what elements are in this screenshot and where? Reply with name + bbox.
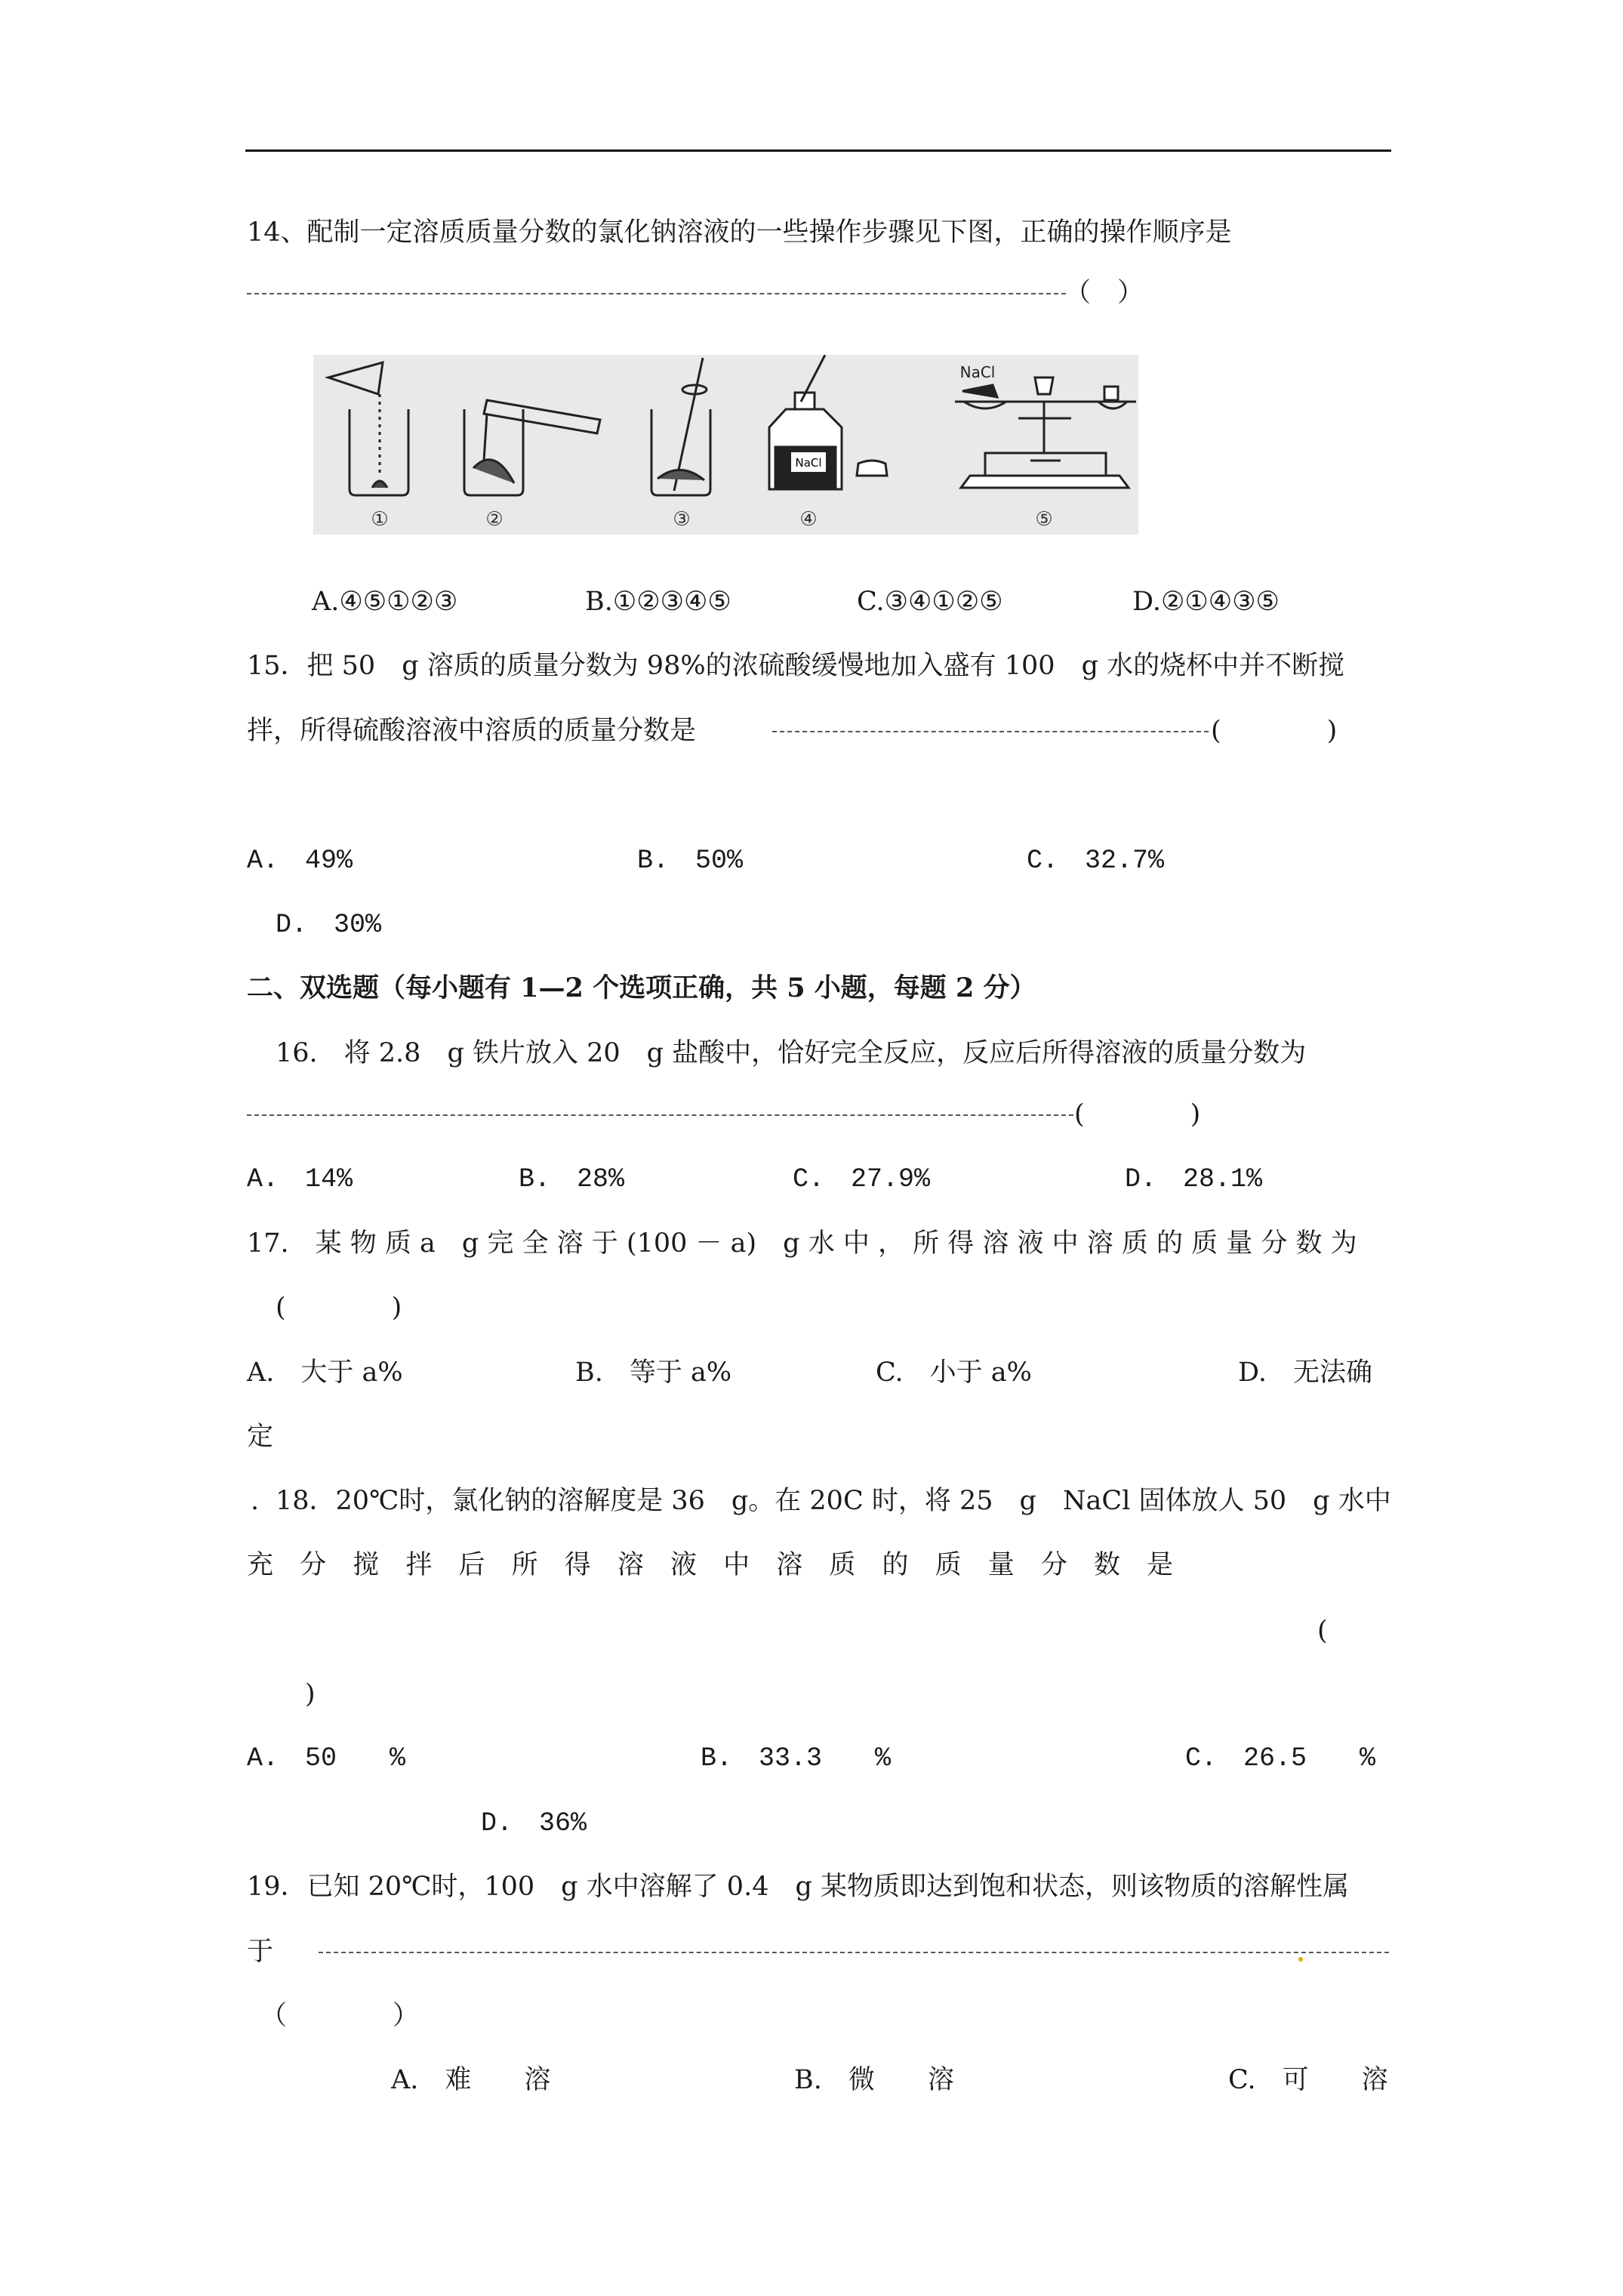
q16-option-b: B. 28% xyxy=(519,1164,625,1194)
q18-option-b: B. 33.3 % xyxy=(701,1743,892,1774)
q14-answer-blank xyxy=(247,293,1066,294)
q15-option-b: B. 50% xyxy=(637,846,744,876)
q18-mark: . xyxy=(251,1486,260,1516)
q14-option-d: D.②①④③⑤ xyxy=(1132,587,1280,617)
q17-stem: 17. 某 物 质 a g 完 全 溶 于 (100 － a) g 水 中 ， 所 得 溶 液 中 溶 质 的 质 量 分 数 为 xyxy=(247,1228,1357,1259)
q18-option-c: C. 26.5 % xyxy=(1185,1743,1376,1774)
q17-option-b: B. 等于 a% xyxy=(575,1358,732,1388)
step-label-3: ③ xyxy=(673,508,691,531)
step1-pour-solid-icon xyxy=(328,362,408,495)
step-label-4: ④ xyxy=(799,508,818,531)
step2-pour-liquid-icon xyxy=(464,400,600,495)
q17-option-a: A. 大于 a% xyxy=(247,1358,403,1388)
q17-option-d: D. 无法确 xyxy=(1238,1358,1372,1388)
q18-stem-line1: 18．20℃时，氯化钠的溶解度是 36 g。在 20C 时，将 25 g NaCl 固体放人 50 g 水中 xyxy=(276,1486,1391,1516)
q18-option-d: D. 36% xyxy=(481,1808,587,1838)
step-label-2: ② xyxy=(485,508,504,531)
step-label-5: ⑤ xyxy=(1035,508,1053,531)
step5-balance-icon xyxy=(955,378,1136,488)
stray-dot xyxy=(1298,1957,1303,1962)
q15-stem-line2: 拌，所得硫酸溶液中溶质的质量分数是 xyxy=(247,716,697,746)
q16-stem: 16. 将 2.8 g 铁片放入 20 g 盐酸中，恰好完全反应，反应后所得溶液的质量分数为 xyxy=(276,1038,1307,1068)
q15-answer-blank xyxy=(772,731,1209,732)
q19-stem-line2: 于 xyxy=(247,1937,274,1967)
q14-operation-figure xyxy=(313,355,1138,535)
q17-option-d-wrap: 定 xyxy=(247,1422,274,1452)
q15-option-a: A. 49% xyxy=(247,846,353,876)
q15-option-c: C. 32.7% xyxy=(1027,846,1165,876)
q18-paren-close: ) xyxy=(305,1679,316,1709)
q19-option-a: A. 难 溶 xyxy=(391,2065,551,2095)
lab-steps-illustration xyxy=(313,355,1138,535)
q18-paren-open: ( xyxy=(1317,1616,1328,1646)
bottle-label: NaCl xyxy=(795,456,822,470)
q16-option-a: A. 14% xyxy=(247,1164,353,1194)
q17-option-c: C. 小于 a% xyxy=(876,1358,1032,1388)
q19-option-c: C. 可 溶 xyxy=(1228,2065,1388,2095)
q19-answer-blank xyxy=(319,1952,1389,1953)
q14-option-a: A.④⑤①②③ xyxy=(312,587,458,617)
q15-stem-line1: 15．把 50 g 溶质的质量分数为 98%的浓硫酸缓慢地加入盛有 100 g 水的烧杯中并不断搅 xyxy=(247,651,1345,681)
q17-paren: ( ) xyxy=(276,1293,402,1323)
section2-heading: 二、双选题（每小题有 1—2 个选项正确，共 5 小题，每题 2 分） xyxy=(247,972,1036,1003)
q14-option-c: C.③④①②⑤ xyxy=(857,587,1003,617)
q19-stem-line1: 19．已知 20℃时，100 g 水中溶解了 0.4 g 某物质即达到饱和状态，则该物质的溶解性属 xyxy=(247,1872,1350,1902)
q18-stem-line2: 充 分 搅 拌 后 所 得 溶 液 中 溶 质 的 质 量 分 数 是 xyxy=(247,1550,1183,1580)
q15-paren: ( ) xyxy=(1211,716,1338,746)
q16-option-d: D. 28.1% xyxy=(1125,1164,1263,1194)
q14-stem: 14、配制一定溶质质量分数的氯化钠溶液的一些操作步骤见下图，正确的操作顺序是 xyxy=(247,217,1232,248)
q16-answer-blank xyxy=(247,1114,1073,1116)
header-rule xyxy=(245,149,1391,152)
q15-option-d: D. 30% xyxy=(276,910,382,940)
q14-paren: （ ） xyxy=(1064,278,1144,308)
q19-paren: （ ） xyxy=(260,2001,420,2031)
step3-stir-icon xyxy=(651,358,710,495)
q14-option-b: B.①②③④⑤ xyxy=(585,587,731,617)
step4-reagent-bottle-icon xyxy=(769,355,887,489)
q16-option-c: C. 27.9% xyxy=(793,1164,931,1194)
q18-option-a: A. 50 % xyxy=(247,1743,406,1774)
balance-label: NaCl xyxy=(959,363,996,381)
q16-paren: ( ) xyxy=(1074,1099,1201,1130)
q19-option-b: B. 微 溶 xyxy=(794,2065,954,2095)
step-label-1: ① xyxy=(371,508,389,531)
